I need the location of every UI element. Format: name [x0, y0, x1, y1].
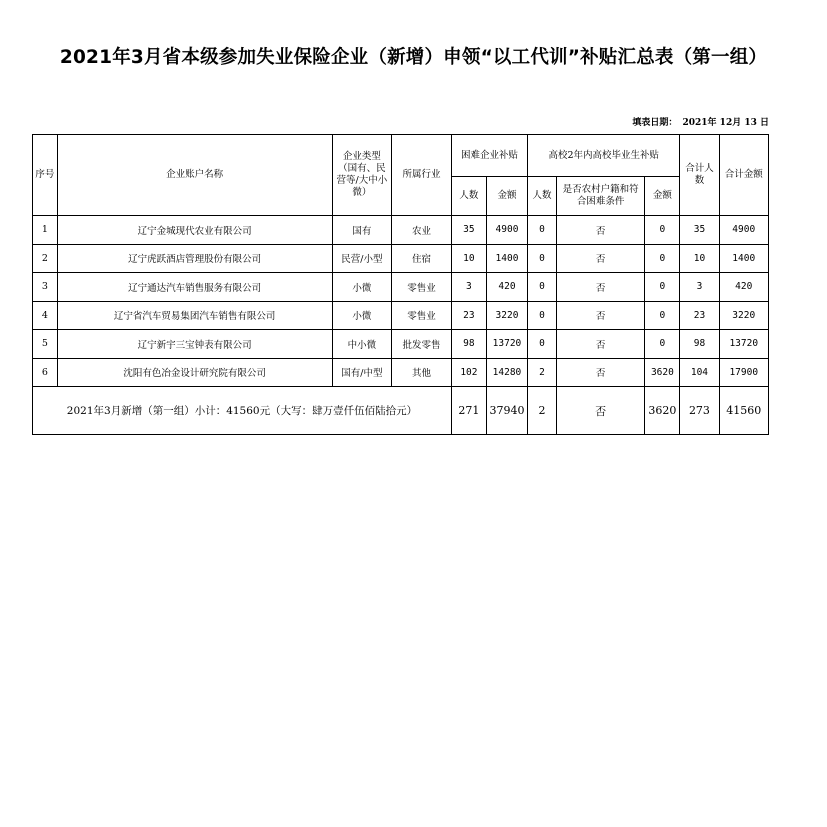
cell-rural-hardship: 否 [556, 330, 645, 359]
cell-seq: 1 [33, 216, 58, 245]
cell-seq: 2 [33, 244, 58, 273]
cell-graduate-amount: 0 [645, 330, 680, 359]
cell-hardship-amount: 13720 [486, 330, 527, 359]
table-row [33, 216, 769, 245]
table-row [33, 273, 769, 302]
page-title: 2021年3月省本级参加失业保险企业（新增）申领“以工代训”补贴汇总表（第一组） [59, 47, 768, 68]
header-type: 企业类型（国有、民营等/大中小微） [332, 135, 392, 216]
cell-type: 小微 [332, 301, 392, 330]
cell-seq: 6 [33, 358, 58, 387]
cell-graduate-people: 0 [528, 273, 557, 302]
cell-total-amount: 4900 [719, 216, 769, 245]
subtotal-label: 2021年3月新增（第一组）小计：41560元（大写：肆万壹仟伍佰陆拾元） [33, 387, 452, 435]
cell-rural-hardship: 否 [556, 216, 645, 245]
cell-hardship-people: 10 [451, 244, 486, 273]
cell-total-amount: 13720 [719, 330, 769, 359]
cell-total-people: 98 [680, 330, 719, 359]
table-row [33, 330, 769, 359]
cell-company: 辽宁金城现代农业有限公司 [57, 216, 332, 245]
cell-total-people: 104 [680, 358, 719, 387]
cell-hardship-amount: 420 [486, 273, 527, 302]
header-graduate-people: 人数 [528, 177, 557, 216]
header-seq: 序号 [33, 135, 58, 216]
cell-total-amount: 420 [719, 273, 769, 302]
cell-seq: 3 [33, 273, 58, 302]
cell-industry: 农业 [392, 216, 452, 245]
cell-total-amount: 3220 [719, 301, 769, 330]
cell-type: 中小微 [332, 330, 392, 359]
cell-graduate-people: 0 [528, 216, 557, 245]
cell-hardship-people: 23 [451, 301, 486, 330]
cell-graduate-people: 0 [528, 330, 557, 359]
cell-company: 辽宁虎跃酒店管理股份有限公司 [57, 244, 332, 273]
header-row-1 [33, 135, 769, 177]
subtotal-graduate-amount: 3620 [645, 387, 680, 435]
fill-date-label: 填表日期： [632, 118, 678, 128]
header-hardship-group: 困难企业补贴 [451, 135, 527, 177]
cell-hardship-amount: 4900 [486, 216, 527, 245]
cell-hardship-people: 102 [451, 358, 486, 387]
header-hardship-people: 人数 [451, 177, 486, 216]
cell-industry: 其他 [392, 358, 452, 387]
cell-graduate-amount: 0 [645, 273, 680, 302]
cell-total-people: 10 [680, 244, 719, 273]
subtotal-hardship-amount: 37940 [486, 387, 527, 435]
header-hardship-amount: 金额 [486, 177, 527, 216]
cell-rural-hardship: 否 [556, 244, 645, 273]
header-total-amount: 合计金额 [719, 135, 769, 216]
cell-hardship-amount: 3220 [486, 301, 527, 330]
cell-graduate-people: 2 [528, 358, 557, 387]
cell-total-people: 23 [680, 301, 719, 330]
table-row [33, 358, 769, 387]
cell-company: 沈阳有色冶金设计研究院有限公司 [57, 358, 332, 387]
cell-type: 民营/小型 [332, 244, 392, 273]
subsidy-summary-table [32, 134, 769, 435]
subtotal-row [33, 387, 769, 435]
table-row [33, 244, 769, 273]
cell-industry: 批发零售 [392, 330, 452, 359]
cell-graduate-amount: 0 [645, 216, 680, 245]
cell-industry: 零售业 [392, 273, 452, 302]
cell-total-people: 3 [680, 273, 719, 302]
cell-total-amount: 17900 [719, 358, 769, 387]
cell-graduate-amount: 0 [645, 301, 680, 330]
cell-graduate-amount: 3620 [645, 358, 680, 387]
subtotal-hardship-people: 271 [451, 387, 486, 435]
cell-rural-hardship: 否 [556, 301, 645, 330]
header-graduate-group: 高校2年内高校毕业生补贴 [528, 135, 680, 177]
subtotal-rural-hardship: 否 [556, 387, 645, 435]
fill-date [630, 115, 769, 128]
cell-company: 辽宁通达汽车销售服务有限公司 [57, 273, 332, 302]
cell-rural-hardship: 否 [556, 273, 645, 302]
cell-hardship-amount: 14280 [486, 358, 527, 387]
cell-hardship-amount: 1400 [486, 244, 527, 273]
cell-type: 国有 [332, 216, 392, 245]
cell-seq: 4 [33, 301, 58, 330]
cell-total-amount: 1400 [719, 244, 769, 273]
cell-hardship-people: 35 [451, 216, 486, 245]
table-row [33, 301, 769, 330]
cell-rural-hardship: 否 [556, 358, 645, 387]
cell-hardship-people: 98 [451, 330, 486, 359]
header-company: 企业账户名称 [57, 135, 332, 216]
cell-total-people: 35 [680, 216, 719, 245]
subtotal-total-amount: 41560 [719, 387, 769, 435]
cell-graduate-amount: 0 [645, 244, 680, 273]
cell-company: 辽宁省汽车贸易集团汽车销售有限公司 [57, 301, 332, 330]
cell-seq: 5 [33, 330, 58, 359]
cell-hardship-people: 3 [451, 273, 486, 302]
subtotal-total-people: 273 [680, 387, 719, 435]
fill-date-value: 2021年 12月 13 日 [682, 118, 769, 128]
header-industry: 所属行业 [392, 135, 452, 216]
header-rural-hardship: 是否农村户籍和符合困难条件 [556, 177, 645, 216]
cell-graduate-people: 0 [528, 301, 557, 330]
cell-industry: 住宿 [392, 244, 452, 273]
header-graduate-amount: 金额 [645, 177, 680, 216]
cell-graduate-people: 0 [528, 244, 557, 273]
header-total-people: 合计人数 [680, 135, 719, 216]
cell-company: 辽宁新宇三宝钟表有限公司 [57, 330, 332, 359]
subtotal-graduate-people: 2 [528, 387, 557, 435]
cell-type: 国有/中型 [332, 358, 392, 387]
cell-industry: 零售业 [392, 301, 452, 330]
cell-type: 小微 [332, 273, 392, 302]
